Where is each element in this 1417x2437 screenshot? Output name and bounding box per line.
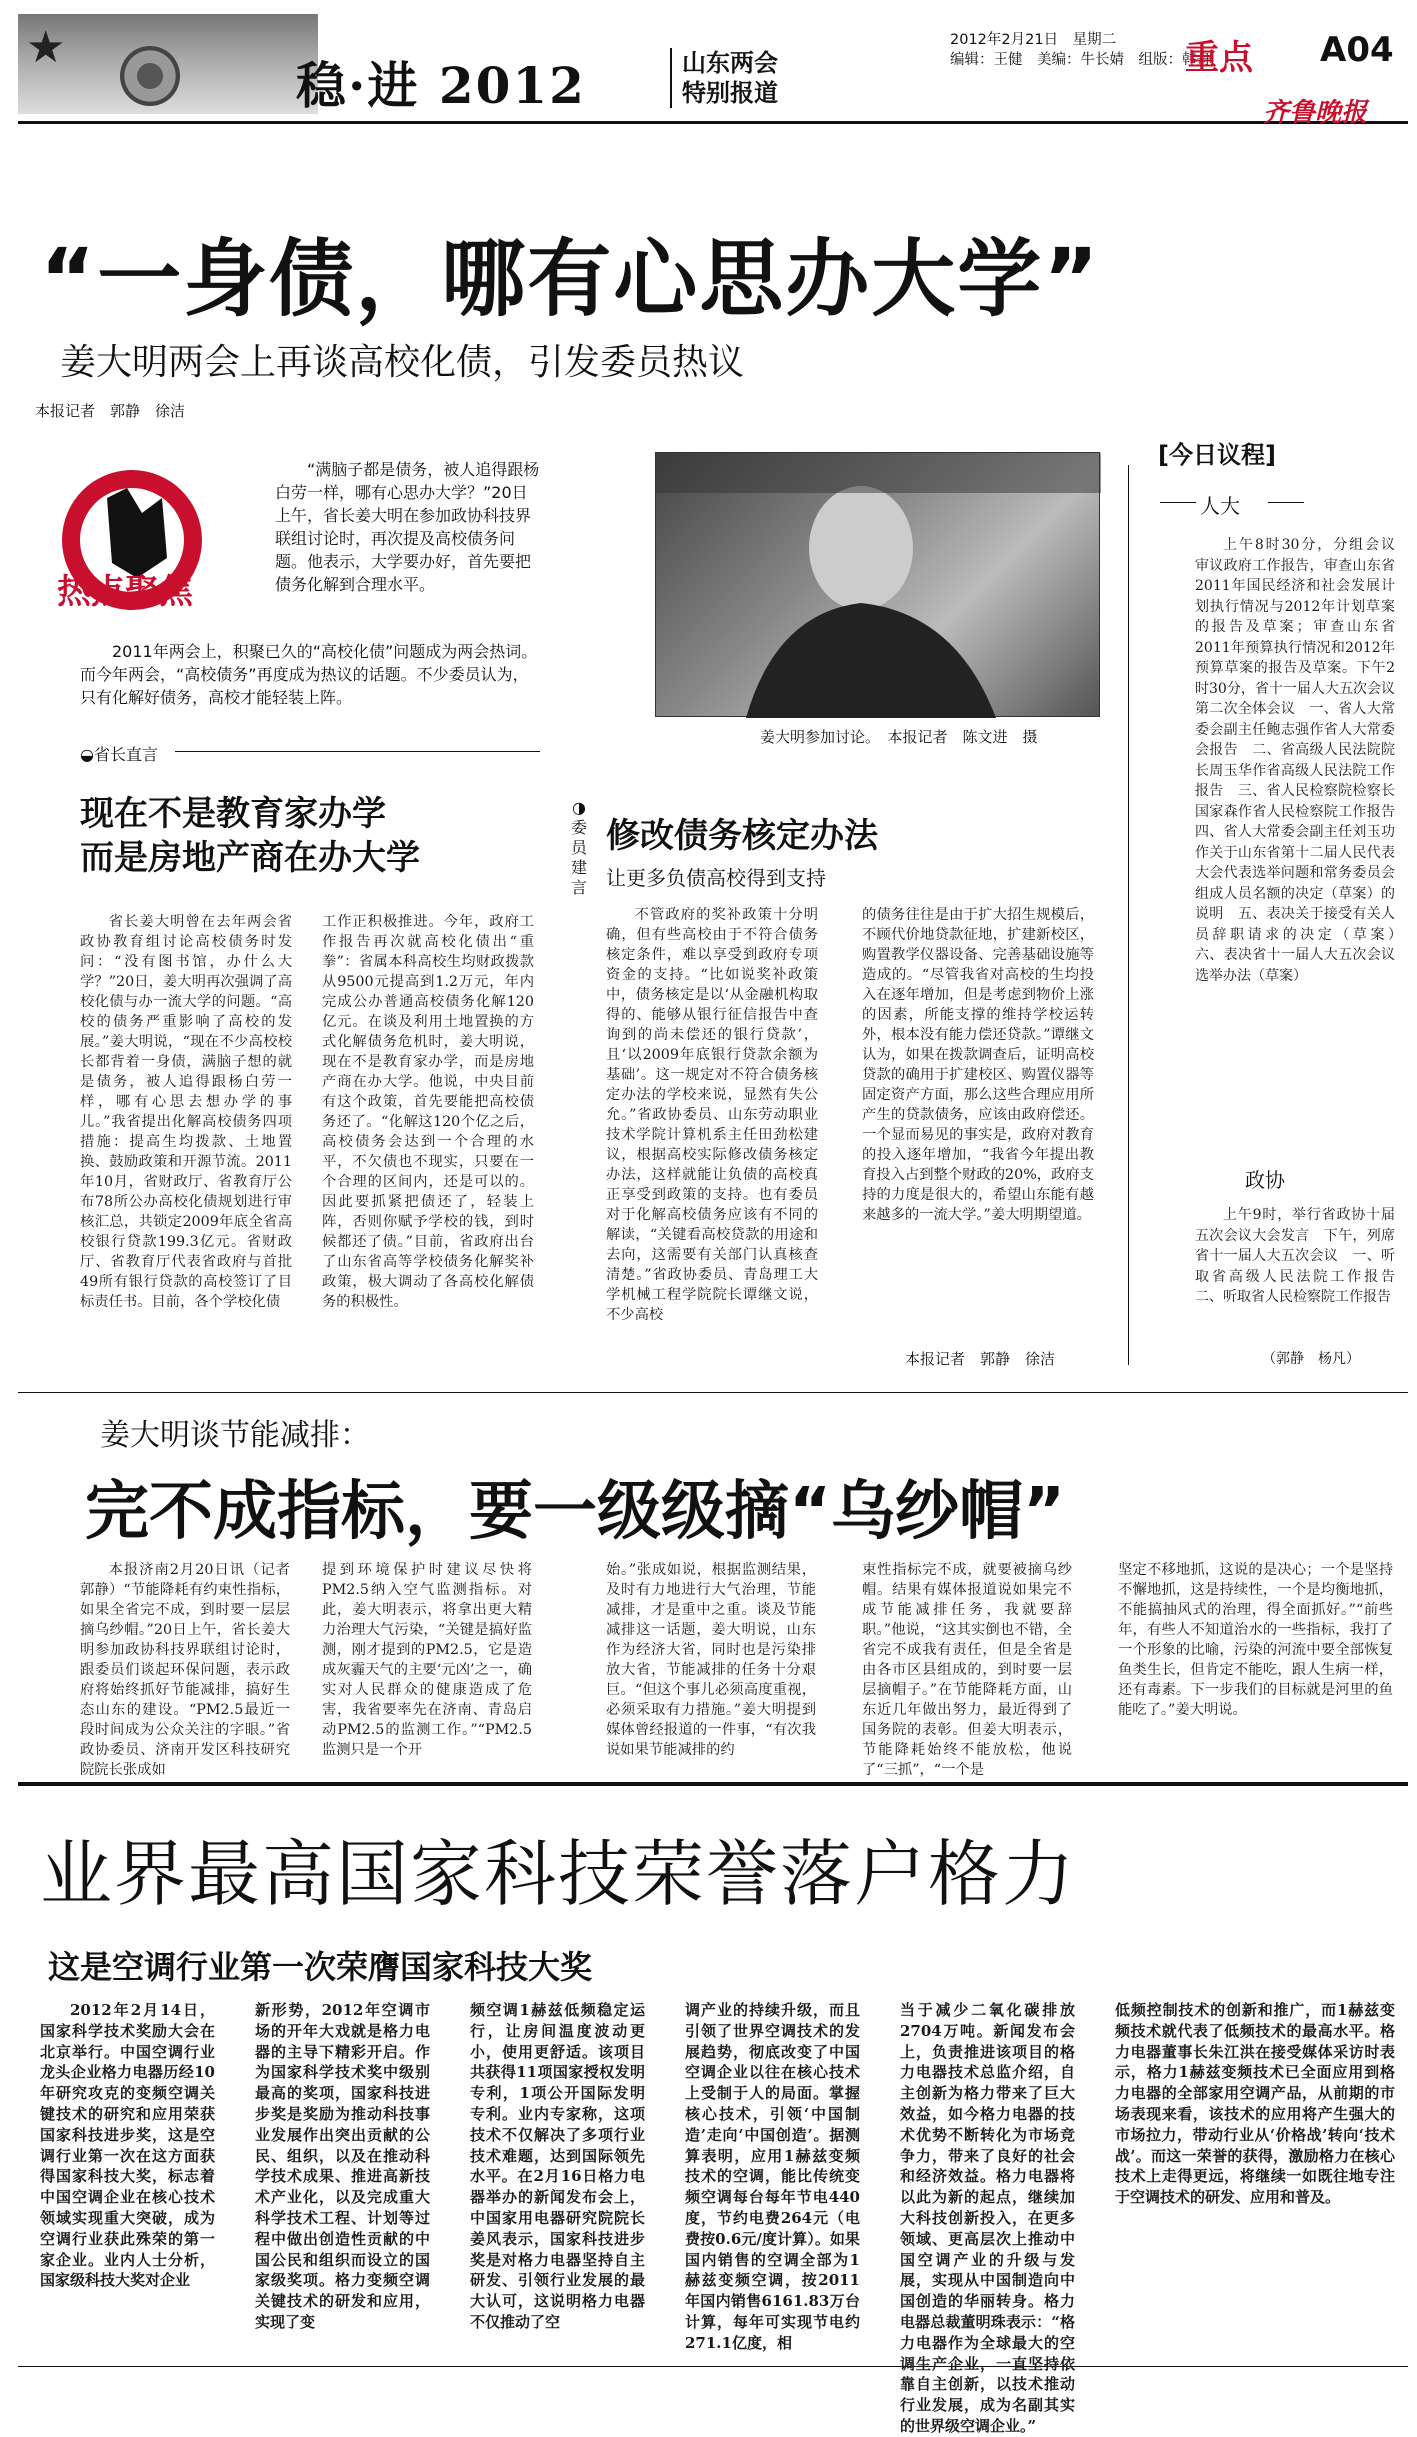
lead-paragraph-1: “满脑子都是债务，被人追得跟杨白劳一样，哪有心思办大学？”20日上午，省长姜大明在参加政协科技界联组讨论时，再次提及高校债务问题。他表示，大学要办好，首先要把债务化解到合理水平。: [275, 460, 540, 594]
agenda-npc-paragraph: 上午8时30分，分组会议 审议政府工作报告，审查山东省2011年国民经济和社会发展计划执行情况与2012年计划草案的报告及草案；审查山东省2011年预算执行情况和2012年预算草案的报告及草案。下午2时30分，省十一届人大五次会议第二次全体会议 一、省人大常委会副主任鲍志强作省人大常委会报告 二、省高级人民法院院长周玉华作省高级人民法院工作报告 三、省人民检察院检察长国家森作省人民检察院工作报告 四、省人大常委会副主任刘玉功作关于山东省第十二届人民代表大会代表选举问题和常务委员会组成人员名额的决定（草案）的说明 五、表决关于接受有关人员辞职请求的决定（草案） 六、表决省十一届人大五次会议选举办法（草案）: [1195, 537, 1409, 984]
hot-topic-label: 热点聚焦: [57, 572, 193, 612]
column-title: 稳·进 2012: [296, 56, 586, 115]
article1-col1-text: 省长姜大明曾在去年两会省政协教育组讨论高校债务时发问：“没有图书馆，办什么大学？”20日，姜大明再次强调了高校化债与办一流大学的问题。“高校的债务严重影响了高校的发展。”姜大明说，“现在不少高校校长都背着一身债，满脑子想的就是债务，被人追得跟杨白劳一样，哪有心思去想办学的事儿。”我省提出化解高校债务四项措施：提高生均拨款、土地置换、鼓励政策和开源节流。2011年10月，省财政厅、省教育厅公布78所公办高校化债规划进行审核汇总，共锁定2009年底全省高校银行贷款199.3亿元。省财政厅、省教育厅代表省政府与首批49所有银行贷款的高校签订了目标责任书。目前，各个学校化债: [80, 914, 292, 1310]
section-tag-governor: [80, 742, 158, 765]
ad-col6-text: 低频控制技术的创新和推广，而1赫兹变频技术就代表了低频技术的最高水平。格力电器董事长朱江洪在接受媒体采访时表示，格力1赫兹变频技术已全面应用到格力电器的全部家用空调产品，从前期的市场表现来看，该技术的应用将产生强大的市场拉力，带动行业从‘价格战’转向‘技术战’。而这一荣誉的获得，激励格力在核心技术上走得更远，将继续一如既往地专注于空调技术的研发、应用和普及。: [1115, 2001, 1395, 2207]
section-divider: [175, 751, 540, 752]
article2-col3-text: 始。”张成如说，根据监测结果，及时有力地进行大气治理，节能减排，才是重中之重。谈及节能减排这一话题，姜大明说，山东作为经济大省，同时也是污染排放大省，节能减排的任务十分艰巨。“但这个事儿必须高度重视，必须采取有力措施。”姜大明提到媒体曾经报道的一件事，“有次我说如果节能减排的约: [606, 1562, 816, 1758]
article2-col2-text: 提到环境保护时建议尽快将PM2.5纳入空气监测指标。对此，姜大明表示，将拿出更大精力治理大气污染，“关键是搞好监测，刚才提到的PM2.5，它是造成灰霾天气的主要‘元凶’之一，确实对人民群众的健康造成了危害，我省要率先在济南、青岛启动PM2.5的监测工作。”“PM2.5监测只是一个开: [322, 1562, 532, 1758]
agenda-cppcc-text: [1195, 1205, 1409, 1308]
agenda-cppcc-paragraph: 上午9时，举行省政协十届五次会议大会发言 下午，列席省十一届人大五次会议 一、听取省高级人民法院工作报告 二、听取省人民检察院工作报告: [1195, 1207, 1409, 1305]
agenda-cppcc-label: 政协: [1245, 1168, 1285, 1192]
ad-col4: [685, 2000, 860, 2354]
article-divider: [18, 1392, 1408, 1393]
article2-col1-text: 本报济南2月20日讯（记者 郭静）“节能降耗有约束性指标，如果全省完不成，到时要一层层摘乌纱帽。”20日上午，省长姜大明参加政协科技界联组讨论时，跟委员们谈起环保问题，表示政府将始终抓好节能减排，搞好生态山东的建设。“PM2.5最近一段时间成为公众关注的字眼。”省政协委员、济南开发区科技研究院院长张成如: [80, 1562, 305, 1778]
article2-col4-text: 束性指标完不成，就要被摘乌纱帽。结果有媒体报道说如果完不成节能减排任务，我就要辞职。”他说，“这其实倒也不错，全省完不成我有责任，但是全省是由各市区县组成的，到时要一层层摘帽子。”在节能降耗方面，山东近几年做出努力，最近得到了国务院的表彰。但姜大明表示，节能降耗始终不能放松，他说了“三抓”，“一个是: [862, 1562, 1072, 1778]
agenda-title: [今日议程]: [1158, 441, 1276, 469]
lead-paragraph-2: 2011年两会上，积聚已久的“高校化债”问题成为两会热词。而今年两会，“高校债务”再度成为热议的话题。不少委员认为，只有化解好债务，高校才能轻装上阵。: [80, 642, 538, 707]
hot-topic-logo: [52, 468, 272, 618]
person-photo-icon: [656, 453, 1101, 718]
ad-subhead: 这是空调行业第一次荣膺国家科技大奖: [48, 1948, 593, 1986]
emblem-icon: [120, 46, 180, 106]
article1-byline: 本报记者 郭静 徐洁: [35, 402, 186, 420]
editors: 编辑：王健 美编：牛长婧 组版：韩舟: [950, 52, 1211, 68]
agenda-npc-text: [1195, 535, 1409, 986]
vertical-tag-text: 委员建言: [570, 818, 587, 897]
key-label: 重点: [1185, 38, 1253, 78]
article2-headline: 完不成指标，要一级级摘“乌纱帽”: [85, 1475, 1066, 1549]
article1-headline: “一身债，哪有心思办大学”: [40, 230, 1101, 328]
ad-col3: [470, 2000, 645, 2333]
article2-col5: [1118, 1560, 1393, 1720]
article1-col1: [80, 912, 292, 1312]
agenda-npc-label: 人大: [1200, 494, 1240, 518]
article2-col4: [862, 1560, 1072, 1780]
ad-col6: [1115, 2000, 1395, 2208]
issue-date: 2012年2月21日 星期二: [950, 32, 1117, 48]
vertical-tag-members: [568, 798, 590, 898]
news-photo: [655, 452, 1100, 717]
newspaper-logo: 齐鲁晚报: [1263, 98, 1368, 128]
issue-info: [950, 30, 1211, 70]
article2-col3: [606, 1560, 816, 1760]
ad-col4-text: 调产业的持续升级，而且引领了世界空调技术的发展趋势，彻底改变了中国空调企业以往在核心技术上受制于人的局面。掌握核心技术，引领‘中国制造’走向‘中国创造’。据测算表明，应用1赫兹变频技术的空调，能比传统变频空调每台每年节电440度，节约电费264元（电费按0.6元/度计算）。如果国内销售的空调全部为1赫兹变频空调，按2011年国内销售6161.83万台计算，每年可实现节电约271.1亿度，相: [685, 2001, 860, 2352]
half-circle-icon: ◑: [572, 798, 586, 817]
ad-headline: 业界最高国家科技荣誉落户格力: [40, 1832, 1077, 1916]
mid-byline: 本报记者 郭静 徐洁: [905, 1350, 1056, 1368]
article1-col4-text: 的债务往往是由于扩大招生规模后，不顾代价地贷款征地，扩建新校区，购置教学仪器设备、完善基础设施等造成的。“尽管我省对高校的生均投入在逐年增加，但是考虑到物价上涨的因素，所能支撑的维持学校运转外，根本没有能力偿还贷款。”谭继文认为，如果在拨款调查后，证明高校贷款的确用于扩建校区、购置仪器等固定资产方面，那么这些合理应用所产生的贷款债务，应该由政府偿还。一个显而易见的事实是，政府对教育的投入逐年增加，“我省今年提出教育投入占到整个财政的20%，政府支持的力度是很大的，希望山东能有越来越多的一流大学。”姜大明期望道。: [862, 907, 1094, 1223]
article1-subhead: 姜大明两会上再谈高校化债，引发委员热议: [60, 342, 745, 383]
page-number: A04: [1320, 30, 1394, 70]
ad-col5: [900, 2000, 1075, 2437]
article1-col4: [862, 905, 1094, 1225]
article2-col2: [322, 1560, 532, 1760]
article1-lead-2: [80, 640, 540, 709]
half-circle-icon: ◒: [80, 745, 94, 764]
agenda-rule: [1268, 502, 1304, 503]
article1-col2-text: 工作正积极推进。今年，政府工作报告再次就高校化债出“重拳”：省属本科高校生均财政拨款从9500元提高到1.2万元，年内完成公办普通高校债务化解120亿元。在谈及利用土地置换的方式化解债务危机时，姜大明说，现在不是教育家办学，而是房地产商在办大学。他说，中央目前有这个政策，首先要能把高校债务还了。“化解这120个亿之后，高校债务会达到一个合理的水平，不欠债也不现实，只要在一个合理的区间内，还是可以的。因此要抓紧把债还了，轻装上阵，否则你赋予学校的钱，到时候都还了债。”目前，省政府出台了山东省高等学校债务化解奖补政策，极大调动了各高校化解债务的积极性。: [322, 914, 534, 1310]
agenda-byline: （郭静 杨凡）: [1262, 1351, 1360, 1367]
article1-col3-text: 不管政府的奖补政策十分明确，但有些高校由于不符合债务核定条件，难以享受到政府专项资金的支持。“比如说奖补政策中，债务核定是以‘从金融机构取得的、能够从银行征信报告中查询到的尚未偿还的银行贷款’，且‘以2009年底银行贷款余额为基础’。这一规定对不符合债务核定办法的学校来说，显然有失公允。”省政协委员、山东劳动职业技术学院计算机系主任田劲松建议，根据高校实际修改债务核定办法，这样就能让负债的高校真正享受到政策的支持。也有委员对于化解高校债务应该有不同的解读，“关键看高校贷款的用途和去向，这需要有关部门认真核查清楚。”省政协委员、青岛理工大学机械工程学院院长谭继文说，不少高校: [606, 907, 818, 1323]
article1-lead: [275, 458, 540, 596]
section-label-line1: 山东两会: [682, 49, 778, 77]
mid-subheadline: 修改债务核定办法: [606, 816, 878, 856]
ad-col2: [255, 2000, 430, 2333]
ad-col5-text: 当于减少二氧化碳排放2704万吨。新闻发布会上，负责推进该项目的格力电器技术总监介绍，自主创新为格力带来了巨大效益，如今格力电器的技术优势不断转化为市场竞争力，带来了良好的社会和经济效益。格力电器将以此为新的起点，继续加大科技创新投入，在更多领域、更高层次上推动中国空调产业的升级与发展，实现从中国制造向中国创造的华丽转身。格力电器总裁董明珠表示：“格力电器作为全球最大的空调生产企业，一直坚持依靠自主创新，以技术推动行业发展，成为名副其实的世界级空调企业。”: [900, 2001, 1075, 2435]
left-subheadline-line2: 而是房地产商在办大学: [80, 838, 420, 878]
star-icon: ★: [26, 22, 66, 73]
section-label-line2: 特别报道: [682, 79, 778, 107]
ad-col1-text: 2012年2月14日，国家科学技术奖励大会在北京举行。中国空调行业龙头企业格力电器历经10年研究攻克的变频空调关键技术的研究和应用荣获国家科技进步奖，这是空调行业第一次在这方面获得国家科技大奖，标志着中国空调企业在核心技术领域实现重大突破，成为空调行业获此殊荣的第一家企业。业内人士分析，国家级科技大奖对企业: [40, 2001, 215, 2290]
agenda-rule: [1160, 502, 1196, 503]
article2-kicker: 姜大明谈节能减排：: [100, 1418, 370, 1453]
ad-col1: [40, 2000, 215, 2291]
section-label: [670, 48, 778, 108]
photo-caption: 姜大明参加讨论。 本报记者 陈文进 摄: [760, 728, 1038, 746]
ad-col2-text: 新形势，2012年空调市场的开年大戏就是格力电器的主导下精彩开启。作为国家科学技术奖中级别最高的奖项，国家科技进步奖是奖励为推动科技事业发展作出突出贡献的公民、组织，以及在推动科学技术成果、推进高新技术产业化，以及完成重大科学技术工程、计划等过程中做出创造性贡献的中国公民和组织而设立的国家级奖项。格力变频空调关键技术的研发和应用，实现了变: [255, 2001, 430, 2331]
article1-col3: [606, 905, 818, 1325]
section-tag-text: 省长直言: [93, 745, 158, 764]
ad-col3-text: 频空调1赫兹低频稳定运行，让房间温度波动更小，使用更舒适。该项目共获得11项国家授权发明专利，1项公开国际发明专利。业内专家称，这项技术不仅解决了多项行业技术难题，达到国际领先水平。在2月16日格力电器举办的新闻发布会上，中国家用电器研究院院长姜风表示，国家科技进步奖是对格力电器坚持自主研发、引领行业发展的最大认可，这说明格力电器不仅推动了空: [470, 2001, 645, 2331]
article1-col2: [322, 912, 534, 1312]
left-subheadline: [80, 792, 420, 880]
agenda-divider: [1128, 465, 1129, 1365]
article2-col1: [80, 1560, 305, 1780]
mid-subheadline-sub: 让更多负债高校得到支持: [606, 866, 826, 890]
article2-col5-text: 坚定不移地抓，这说的是决心；一个是坚持不懈地抓，这是持续性，一个是均衡地抓，不能搞抽风式的治理，得全面抓好。”“前些年，有些人不知道治水的一些指标，我打了一个形象的比喻，污染的河流中要全部恢复鱼类生长，但肯定不能吃，跟人生病一样，还有毒素。下一步我们的目标就是河里的鱼能吃了。”姜大明说。: [1118, 1562, 1393, 1718]
left-subheadline-line1: 现在不是教育家办学: [80, 794, 386, 834]
